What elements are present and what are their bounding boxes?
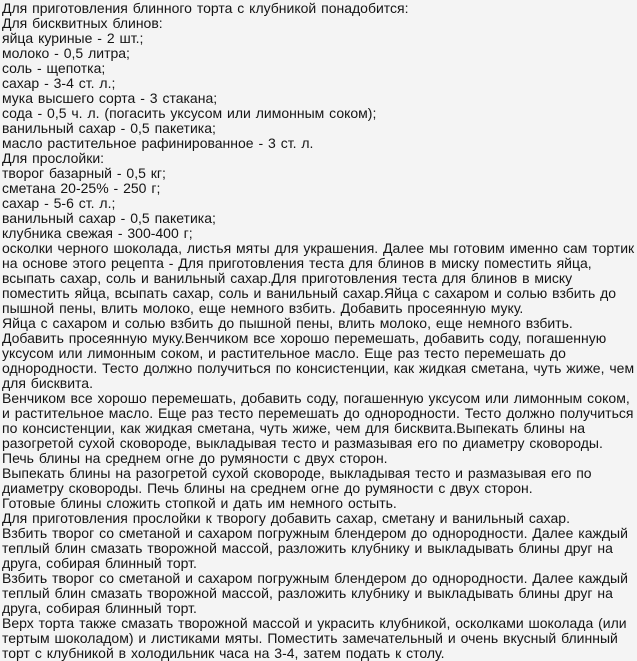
recipe-paragraph: Верх торта также смазать творожной массой и украсить клубникой, осколками шоколада (или тертым шоколадом) и листиками мяты. Поместить замечательный и очень вкусный блинный торт с клубникой в холодильник часа на 3-4, затем подать к столу. [2,615,627,661]
recipe-paragraph: сахар - 5-6 ст. л.; [2,195,116,211]
recipe-paragraph: Взбить творог со сметаной и сахаром погружным блендером до однородности. Далее каждый теплый блин смазать творожной массой, разложить клубнику и выкладывать блины друг на друга, собирая блинный торт. [2,570,628,616]
recipe-paragraph: Готовые блины сложить стопкой и дать им немного остыть. [2,495,397,511]
recipe-paragraph: масло растительное рафинированное - 3 ст. л. [2,135,314,151]
recipe-paragraph: сода - 0,5 ч. л. (погасить уксусом или лимонным соком); [2,105,377,121]
recipe-paragraph: Для приготовления блинного торта с клубникой понадобится: [2,0,409,16]
recipe-paragraph: творог базарный - 0,5 кг; [2,165,166,181]
recipe-paragraph: Для бисквитных блинов: [2,15,163,31]
recipe-paragraph: сахар - 3-4 ст. л.; [2,75,116,91]
recipe-paragraph: ванильный сахар - 0,5 пакетика; [2,120,216,136]
recipe-paragraph: сметана 20-25% - 250 г; [2,180,161,196]
recipe-paragraph: Для приготовления прослойки к творогу добавить сахар, сметану и ванильный сахар. [2,510,570,526]
recipe-paragraph: Яйца с сахаром и солью взбить до пышной пены, влить молоко, еще немного взбить. Добавить просеянную муку.Венчиком все хорошо перемешать, добавить соду, погашенную уксусом или лимонным соком, и растительное масло. Еще раз тесто перемешать до однородности. Тесто должно получиться по консистенции, как жидкая сметана, чуть жиже, чем для бисквита. [2,315,635,391]
recipe-paragraphs [2,1,635,661]
recipe-paragraph: клубника свежая - 300-400 г; [2,225,193,241]
recipe-paragraph: Венчиком все хорошо перемешать, добавить соду, погашенную уксусом или лимонным соком, и растительное масло. Еще раз тесто перемешать до однородности. Тесто должно получиться по консистенции, как жидкая сметана, чуть жиже, чем для бисквита.Выпекать блины на разогретой сухой сковороде, выкладывая тесто и размазывая его по диаметру сковороды. Печь блины на среднем огне до румяности с двух сторон. [2,390,634,466]
recipe-paragraph: соль - щепотка; [2,60,106,76]
recipe-paragraph: Выпекать блины на разогретой сухой сковороде, выкладывая тесто и размазывая его по диаметру сковороды. Печь блины на среднем огне до румяности с двух сторон. [2,465,592,496]
recipe-paragraph: осколки черного шоколада, листья мяты для украшения. Далее мы готовим именно сам тортик на основе этого рецепта - Для приготовления теста для блинов в миску поместить яйца, всыпать сахар, соль и ванильный сахар.Для приготовления теста для блинов в миску поместить яйца, всыпать сахар, соль и ванильный сахар.Яйца с сахаром и солью взбить до пышной пены, влить молоко, еще немного взбить. Добавить просеянную муку. [2,240,635,316]
recipe-paragraph: ванильный сахар - 0,5 пакетика; [2,210,216,226]
recipe-paragraph: Взбить творог со сметаной и сахаром погружным блендером до однородности. Далее каждый теплый блин смазать творожной массой, разложить клубнику и выкладывать блины друг на друга, собирая блинный торт. [2,525,628,571]
recipe-paragraph: Для прослойки: [2,150,105,166]
recipe-paragraph: молоко - 0,5 литра; [2,45,130,61]
recipe-paragraph: мука высшего сорта - 3 стакана; [2,90,218,106]
recipe-paragraph: яйца куриные - 2 шт.; [2,30,144,46]
